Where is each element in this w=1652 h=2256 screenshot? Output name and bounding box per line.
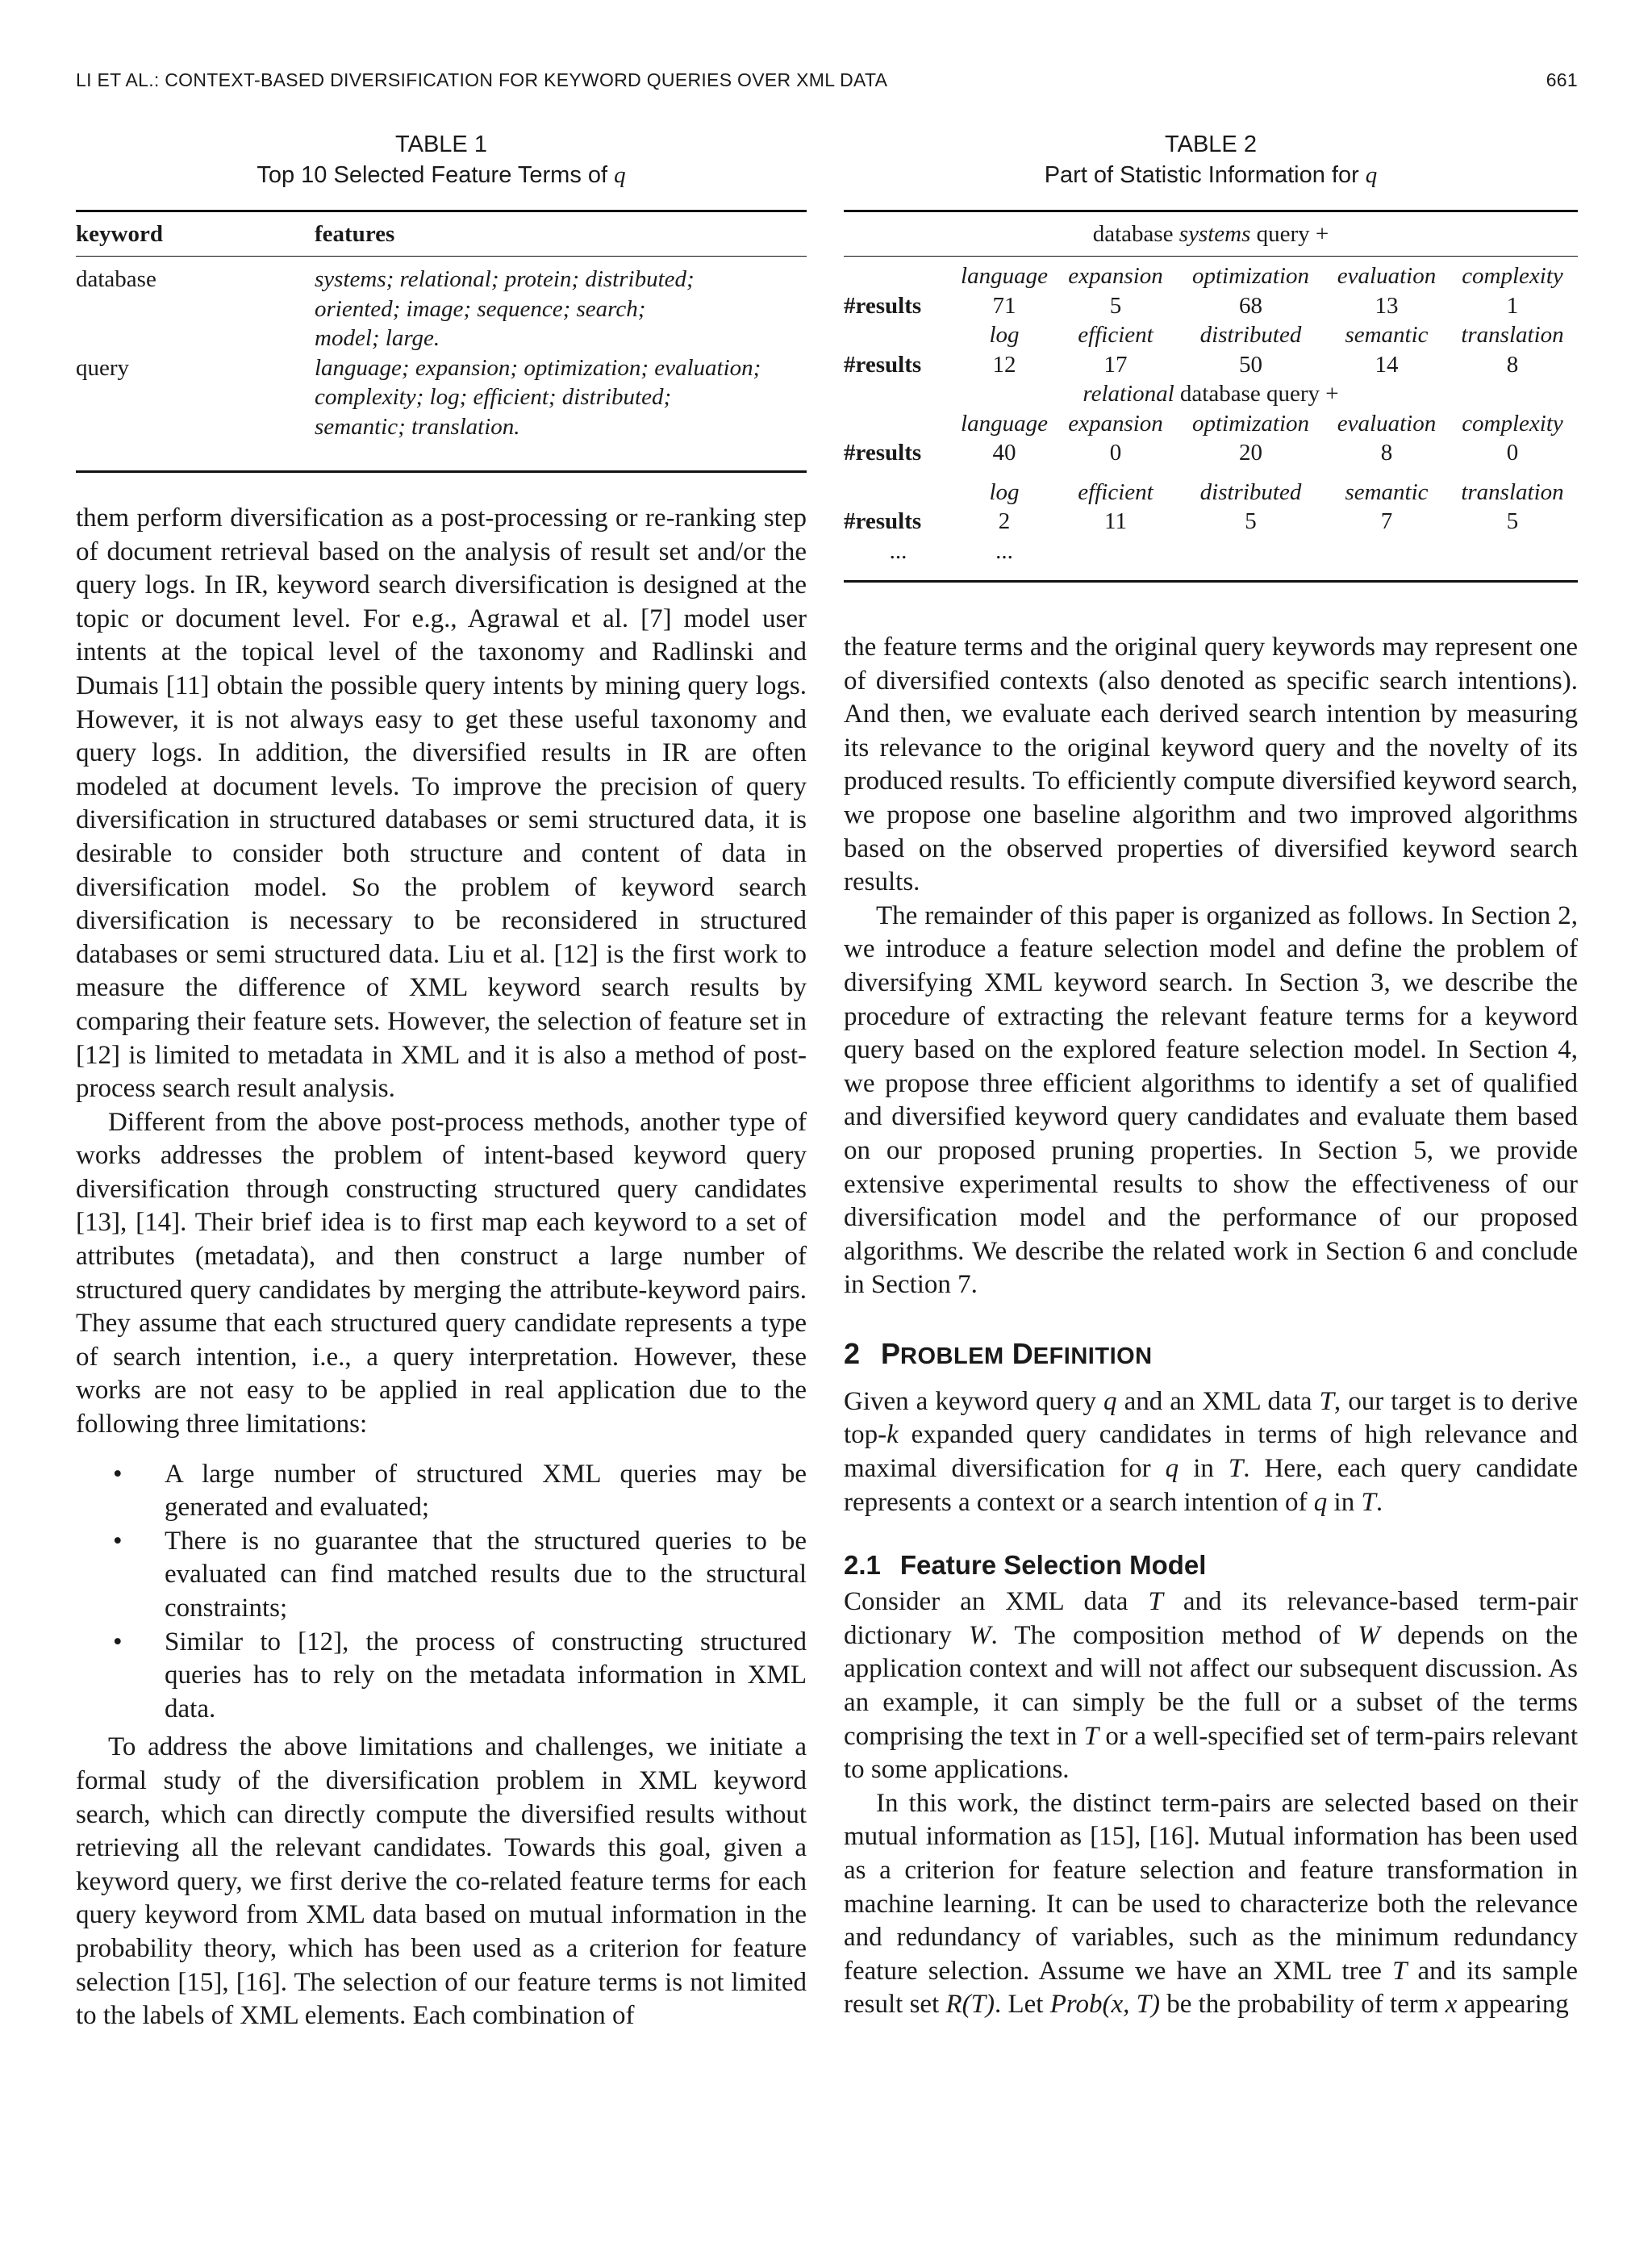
feature-line: language; expansion; optimization; evaluation; [315, 354, 761, 381]
table2-subheader-post: database query + [1179, 381, 1339, 407]
empty-cell [844, 409, 953, 439]
text-run: in [1327, 1487, 1362, 1517]
subsection-number: 2.1 [844, 1550, 881, 1581]
value-cell: 11 [1104, 508, 1127, 534]
table1-title-var: q [614, 162, 626, 188]
term-cell: translation [1461, 322, 1564, 348]
table2-caption [844, 129, 1578, 190]
right-paragraph-4 [844, 1585, 1578, 1787]
section-2-heading [844, 1336, 1578, 1374]
text-run: and an XML data [1116, 1386, 1320, 1416]
left-paragraph-3 [76, 1731, 807, 2032]
term-cell: expansion [1068, 263, 1163, 289]
bullet-icon: • [113, 1526, 123, 1556]
math-var: T [1361, 1487, 1376, 1517]
table1-keyword-database: database [76, 266, 156, 292]
text-run: . Here, each query candidate represents a context or a search intention of [844, 1454, 1578, 1517]
value-cell: 71 [992, 292, 1016, 319]
math-var: q [1103, 1386, 1117, 1416]
math-var: T [1083, 1721, 1099, 1751]
right-paragraph-3 [844, 1385, 1578, 1519]
right-paragraph-5 [844, 1787, 1578, 2022]
value-cell: 1 [1506, 292, 1519, 319]
feature-line: complexity; log; efficient; distributed; [315, 384, 672, 410]
value-cell: 50 [1239, 351, 1262, 378]
feature-line: model; large. [315, 325, 440, 351]
right-column [844, 129, 1578, 2022]
left-paragraph-3-text: To address the above limitations and challenges, we initiate a formal study of the diversification problem in XML keyword search, which can directly compute the diversified results without retrieving all the relevant candidates. Towards this goal, given a keyword query, we first derive the co-related feature terms for each query keyword from XML data based on mutual information in the probability theory, which has been used as a criterion for feature selection [15], [16]. The selection of our feature terms is not limited to the labels of XML elements. Each combination of [76, 1732, 807, 2031]
text-run: depends on the application context and will not affect our subsequent discussion. As an example, it can simply be the full or a subset of the terms comprising the text in [844, 1620, 1578, 1751]
ellipsis-cell: ... [995, 537, 1013, 564]
term-cell: complexity [1462, 263, 1563, 289]
section-title-cap: P [881, 1336, 901, 1370]
empty-cell [844, 261, 953, 291]
empty-cell [1447, 537, 1578, 566]
value-cell: 8 [1506, 351, 1519, 378]
text-run: Consider an XML data [844, 1587, 1149, 1617]
table1-header-row [76, 212, 807, 257]
list-item-text: There is no guarantee that the structured queries to be evaluated can find matched results due to the structural constraints; [165, 1526, 807, 1623]
table2-group1 [844, 261, 1578, 379]
table1-label: TABLE 1 [395, 132, 487, 157]
right-paragraph-1: the feature terms and the original query keywords may represent one of diversified contexts (also denoted as specific search intentions). And then, we evaluate each derived search intention by measuring its relevance to the original keyword query and the novelty of its produced results. To efficiently compute diversified keyword search, we propose one baseline algorithm and two improved algorithms based on the observed properties of diversified keyword search results. [844, 633, 1578, 897]
right-paragraph-2 [844, 900, 1578, 1302]
left-paragraph-2 [76, 1106, 807, 1442]
text-run: appearing [1457, 1990, 1569, 2020]
left-column [76, 129, 807, 2033]
term-cell: log [989, 322, 1020, 348]
text-run: Given a keyword query [844, 1386, 1104, 1416]
table1-caption [76, 129, 807, 190]
term-cell: semantic [1345, 322, 1429, 348]
empty-cell [1175, 537, 1326, 566]
term-cell: translation [1461, 478, 1564, 505]
text-run: In this work, the distinct term-pairs are selected based on their mutual information as [15], [16]. Mutual information has been used as a criterion for feature selection and feature transformation in machine learning. It can be used to characterize both the relevance and redundancy of variables, such as the minimum redundancy feature selection. Assume we have an XML tree [844, 1788, 1578, 1986]
term-cell: evaluation [1337, 263, 1437, 289]
value-cell: 5 [1109, 292, 1122, 319]
term-cell: language [961, 263, 1048, 289]
math-var: T [1392, 1956, 1408, 1986]
table-row [76, 353, 807, 442]
list-item [76, 1525, 807, 1626]
math-var: q [1313, 1487, 1328, 1517]
feature-line: systems; relational; protein; distributed; [315, 266, 695, 292]
table2-label: TABLE 2 [1165, 132, 1257, 157]
text-run: . Let [994, 1990, 1050, 2020]
table2-header-post: query + [1256, 220, 1329, 247]
value-cell: 12 [992, 351, 1016, 378]
table2-subheader [844, 379, 1578, 409]
term-cell: expansion [1068, 410, 1163, 437]
value-cell: 5 [1245, 508, 1257, 534]
table1-features-query [315, 353, 807, 442]
empty-cell [1056, 537, 1175, 566]
value-cell: 2 [998, 508, 1011, 534]
value-cell: 0 [1109, 440, 1122, 466]
subsection-title: Feature Selection Model [899, 1550, 1207, 1581]
section-title-cap: D [1012, 1336, 1033, 1370]
empty-cell [844, 320, 953, 350]
math-var: T [1148, 1587, 1163, 1617]
spacer [844, 468, 1578, 478]
text-run: and its sample result set [844, 1956, 1578, 2020]
row-label: #results [844, 351, 922, 378]
row-label: #results [844, 508, 922, 534]
table1-col-features: features [315, 220, 395, 247]
feature-line: semantic; translation. [315, 413, 520, 440]
table1 [76, 210, 807, 473]
term-cell: efficient [1078, 478, 1153, 505]
ellipsis-cell: ... [889, 537, 907, 564]
text-run: expanded query candidates in terms of high relevance and maximal diversification for [844, 1420, 1578, 1484]
table2-title: Part of Statistic Information for [1044, 162, 1359, 188]
row-label: #results [844, 292, 922, 319]
term-cell: distributed [1199, 322, 1302, 348]
running-title: LI ET AL.: CONTEXT-BASED DIVERSIFICATION FOR KEYWORD QUERIES OVER XML DATA [76, 69, 888, 90]
text-run: . The composition method of [991, 1620, 1358, 1650]
value-cell: 13 [1375, 292, 1399, 319]
math-var: W [1358, 1620, 1380, 1650]
value-cell: 17 [1103, 351, 1128, 378]
term-cell: optimization [1191, 410, 1309, 437]
value-cell: 7 [1380, 508, 1393, 534]
list-item [76, 1626, 807, 1727]
text-run: . [1375, 1487, 1383, 1517]
value-cell: 20 [1239, 440, 1262, 466]
term-cell: semantic [1345, 478, 1429, 505]
math-var: T [1228, 1454, 1244, 1484]
math-var: Prob(x, T) [1049, 1990, 1160, 2020]
table1-title: Top 10 Selected Feature Terms of [257, 162, 608, 188]
section-title-smallcaps: EFINITION [1032, 1343, 1153, 1369]
term-cell: efficient [1078, 322, 1153, 348]
table2-group2b [844, 478, 1578, 566]
table1-features-database [315, 265, 807, 353]
table2 [844, 210, 1578, 583]
table2-header-row [844, 212, 1578, 257]
running-header [76, 69, 1578, 102]
math-var: x [1445, 1990, 1458, 2020]
table1-title-line [76, 160, 807, 190]
table2-body [844, 257, 1578, 580]
value-cell: 5 [1506, 508, 1519, 534]
term-cell: distributed [1199, 478, 1302, 505]
table2-subheader-italic: relational [1083, 381, 1174, 407]
table2-title-line [844, 160, 1578, 190]
term-cell: evaluation [1337, 410, 1437, 437]
left-paragraph-1: them perform diversification as a post-processing or re-ranking step of document retrieval based on the analysis of result set and/or the query logs. In IR, keyword search diversification is designed at the topic or document level. For e.g., Agrawal et al. [7] model user intents at the topical level of the taxonomy and Radlinski and Dumais [11] obtain the possible query intents by mining query logs. However, it is not always easy to get these useful taxonomy and query logs. In addition, the diversified results in IR are often modeled at document levels. To improve the precision of query diversification in structured databases or semi structured data, it is desirable to consider both structure and content of data in diversification model. So the problem of keyword search diversification is necessary to be reconsidered in structured databases or semi structured data. Liu et al. [12] is the first work to measure the difference of XML keyword search results by comparing their feature sets. However, the selection of feature set in [12] is limited to metadata in XML and it is also a method of post-process search result analysis. [76, 503, 807, 1104]
table2-group2 [844, 409, 1578, 468]
value-cell: 8 [1380, 440, 1393, 466]
term-cell: complexity [1462, 410, 1563, 437]
text-run: , our target is to derive top- [844, 1386, 1578, 1450]
table2-header-pre: database [1092, 220, 1174, 247]
math-var: W [969, 1620, 991, 1650]
subsection-2-1-heading [844, 1548, 1578, 1582]
left-paragraph-2-text: Different from the above post-process methods, another type of works addresses the problem of intent-based keyword query diversification through constructing structured query candidates [13], [14]. Their brief idea is to first map each keyword to a set of attributes (metadata), and then construct a large number of structured query candidates by merging the attribute-keyword pairs. They assume that each structured query candidate represents a type of search intention, i.e., a query interpretation. However, these works are not easy to be applied in real application due to the following three limitations: [76, 1107, 807, 1439]
table1-keyword-query: query [76, 354, 130, 381]
section-number: 2 [844, 1336, 861, 1370]
text-run: or a well-specified set of term-pairs relevant to some applications. [844, 1721, 1579, 1785]
value-cell: 0 [1506, 440, 1519, 466]
math-var: q [1165, 1454, 1179, 1484]
text-run: in [1179, 1454, 1229, 1484]
term-cell: optimization [1191, 263, 1309, 289]
text-run: be the probability of term [1159, 1990, 1446, 2020]
term-cell: language [961, 410, 1048, 437]
section-title-smallcaps: ROBLEM [900, 1343, 1004, 1369]
table2-header-italic: systems [1179, 220, 1251, 247]
value-cell: 40 [992, 440, 1016, 466]
right-paragraph-2-text: The remainder of this paper is organized as follows. In Section 2, we introduce a feature selection model and define the problem of diversifying XML keyword search. In Section 3, we describe the procedure of extracting the relevant feature terms for a keyword query based on the explored feature selection model. In Section 4, we propose three efficient algorithms to identify a set of qualified and diversified keyword query candidates and evaluate them based on our proposed pruning properties. In Section 5, we provide extensive experimental results to show the effectiveness of our diversification model and the performance of our proposed algorithms. We describe the related work in Section 6 and conclude in Section 7. [844, 900, 1578, 1300]
term-cell: log [989, 478, 1020, 505]
page-number: 661 [1546, 69, 1578, 90]
row-label: #results [844, 440, 922, 466]
table1-body [76, 257, 807, 470]
math-var: k [886, 1420, 899, 1450]
table-row [76, 265, 807, 353]
value-cell: 14 [1375, 351, 1399, 378]
empty-cell [1326, 537, 1447, 566]
bullet-icon: • [113, 1627, 123, 1656]
table1-col-keyword: keyword [76, 220, 163, 247]
math-var: T [1319, 1386, 1334, 1416]
value-cell: 68 [1239, 292, 1262, 319]
bullet-icon: • [113, 1459, 123, 1489]
table2-title-var: q [1365, 162, 1378, 188]
list-item [76, 1458, 807, 1525]
empty-cell [844, 478, 953, 508]
text-run: and its relevance-based term-pair dictionary [844, 1587, 1578, 1650]
list-item-text: Similar to [12], the process of constructing structured queries has to rely on the metadata information in XML data. [165, 1627, 807, 1723]
math-var: R(T) [945, 1990, 995, 2020]
list-item-text: A large number of structured XML queries may be generated and evaluated; [165, 1459, 807, 1523]
feature-line: oriented; image; sequence; search; [315, 295, 646, 322]
limitations-list [76, 1458, 807, 1727]
